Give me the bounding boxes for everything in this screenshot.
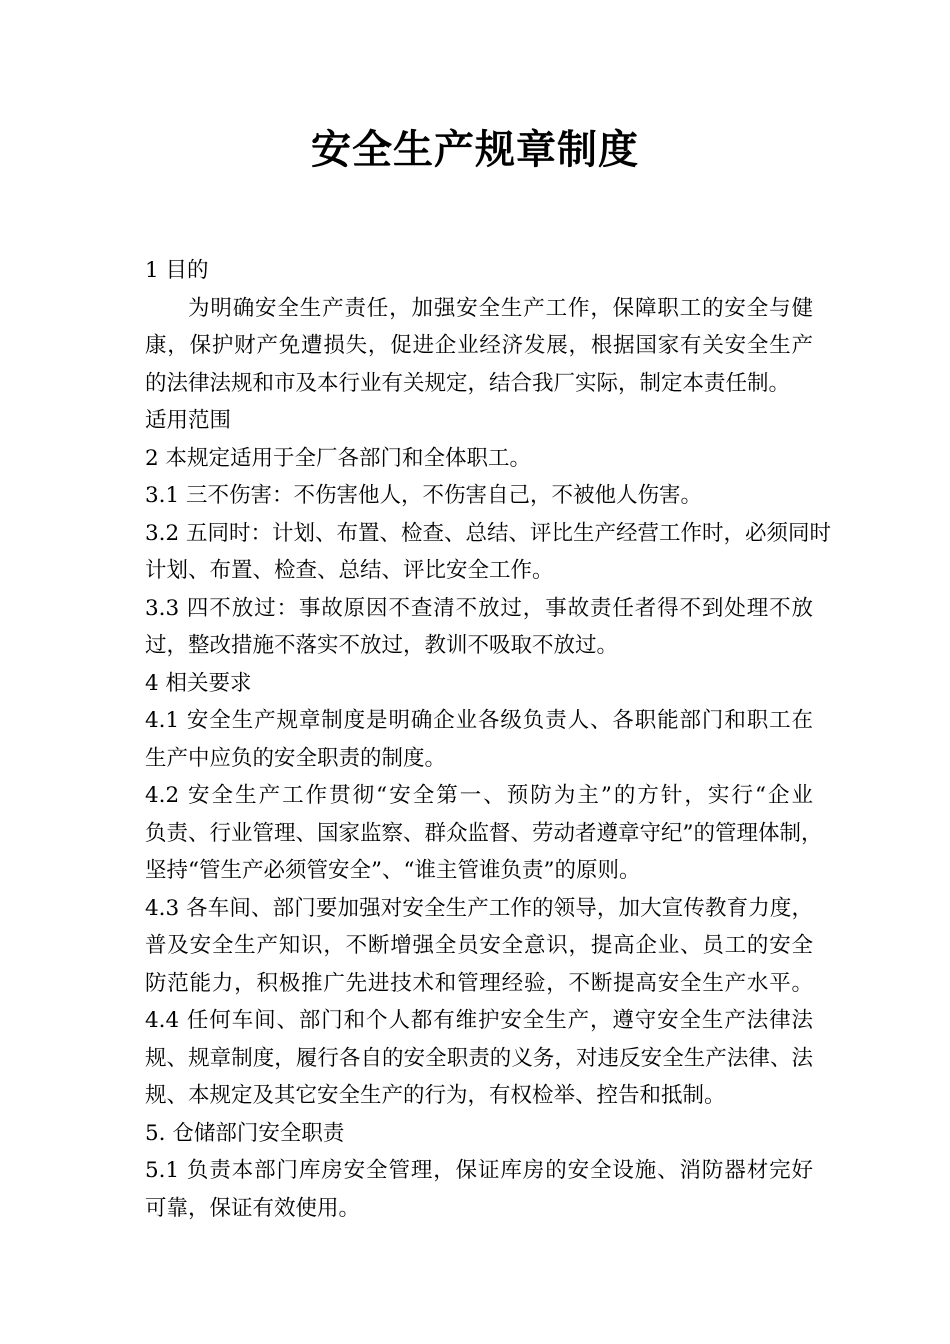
document-body (145, 252, 832, 1227)
paragraph-line: 3.2 五同时：计划、布置、检查、总结、评比生产经营工作时，必须同时 (145, 520, 832, 546)
paragraph-line: 普及安全生产知识，不断增强全员安全意识，提高企业、员工的安全 (145, 933, 813, 958)
paragraph-line: 4.1 安全生产规章制度是明确企业各级负责人、各职能部门和职工在 (145, 708, 813, 733)
section-heading-warehouse: 5. 仓储部门安全职责 (145, 1120, 345, 1146)
paragraph-line: 坚持“管生产必须管安全”、“谁主管谁负责”的原则。 (145, 858, 641, 883)
paragraph-line: 规、本规定及其它安全生产的行为，有权检举、控告和抵制。 (145, 1083, 726, 1108)
section-heading-purpose: 1 目的 (145, 258, 209, 283)
paragraph-line: 2 本规定适用于全厂各部门和全体职工。 (145, 445, 532, 471)
paragraph-line: 规、规章制度，履行各自的安全职责的义务，对违反安全生产法律、法 (145, 1045, 813, 1071)
paragraph-line: 可靠，保证有效使用。 (145, 1195, 361, 1221)
paragraph-line: 计划、布置、检查、总结、评比安全工作。 (145, 558, 554, 583)
paragraph-line: 康，保护财产免遭损失，促进企业经济发展，根据国家有关安全生产 (145, 333, 813, 358)
paragraph-line: 的法律法规和市及本行业有关规定，结合我厂实际，制定本责任制。 (145, 370, 791, 396)
paragraph-line: 4.3 各车间、部门要加强对安全生产工作的领导，加大宣传教育力度， (145, 895, 813, 921)
section-heading-requirements: 4 相关要求 (145, 670, 252, 696)
paragraph-line: 3.1 三不伤害：不伤害他人，不伤害自己，不被他人伤害。 (145, 483, 703, 508)
paragraph-line: 5.1 负责本部门库房安全管理，保证库房的安全设施、消防器材完好 (145, 1158, 813, 1183)
document-title: 安全生产规章制度 (311, 126, 639, 173)
paragraph-line: 4.4 任何车间、部门和个人都有维护安全生产，遵守安全生产法律法 (145, 1008, 813, 1033)
paragraph-line: 4.2 安全生产工作贯彻“安全第一、预防为主”的方针，实行“企业 (145, 783, 813, 808)
paragraph-line: 生产中应负的安全职责的制度。 (145, 745, 447, 771)
paragraph-line: 负责、行业管理、国家监察、群众监督、劳动者遵章守纪”的管理体制， (145, 820, 823, 846)
paragraph-line: 3.3 四不放过：事故原因不查清不放过，事故责任者得不到处理不放 (145, 595, 813, 621)
section-heading-scope: 适用范围 (145, 408, 232, 433)
paragraph-line: 为明确安全生产责任，加强安全生产工作，保障职工的安全与健 (188, 295, 813, 321)
paragraph-line: 防范能力，积极推广先进技术和管理经验，不断提高安全生产水平。 (145, 970, 813, 996)
paragraph-line: 过，整改措施不落实不放过，教训不吸取不放过。 (145, 633, 619, 658)
